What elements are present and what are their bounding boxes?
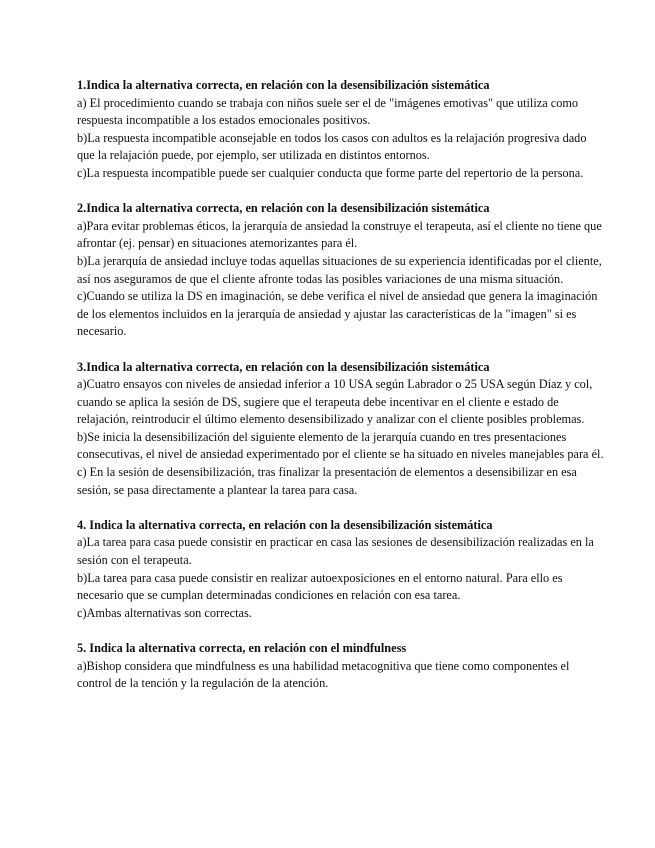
question-title: 2.Indica la alternativa correcta, en relación con la desensibilización sistemática [77, 201, 490, 216]
question-2 [77, 200, 605, 341]
option-c: c)Cuando se utiliza la DS en imaginación, se debe verifica el nivel de ansiedad que genera la imaginación de los elementos incluidos en la jerarquía de ansiedad y ajustar las características de la "imagen" si es necesario. [77, 289, 598, 339]
question-title: 1.Indica la alternativa correcta, en relación con la desensibilización sistemática [77, 78, 490, 92]
question-title: 3.Indica la alternativa correcta, en relación con la desensibilización sistemática [77, 359, 490, 374]
question-3 [77, 359, 605, 500]
question-title: 5. Indica la alternativa correcta, en relación con el mindfulness [77, 641, 407, 655]
option-b: b)La tarea para casa puede consistir en realizar autoexposiciones en el entorno natural. Para ello es necesario que se cumplan determinadas condiciones en relación con esa tarea. [77, 570, 563, 603]
option-b: b)La respuesta incompatible aconsejable en todos los casos con adultos es la relajación progresiva dado que la relajación puede, por ejemplo, ser utilizada en distintos entornos. [77, 130, 587, 163]
option-a: a) El procedimiento cuando se trabaja con niños suele ser el de "imágenes emotivas" que utiliza como respuesta incompatible a los estados emocionales positivos. [77, 95, 579, 128]
option-a: a)Cuatro ensayos con niveles de ansiedad inferior a 10 USA según Labrador o 25 USA según Díaz y col, cuando se aplica la sesión de DS, sugiere que el terapeuta debe incentivar en el cliente e estado de relajación, reintroducir el último elemento desensibilizado y analizar con el cliente posibles problemas. [77, 377, 593, 427]
question-1 [77, 77, 605, 183]
option-c: c)Ambas alternativas son correctas. [77, 605, 252, 620]
option-b: b)La jerarquía de ansiedad incluye todas aquellas situaciones de su experiencia identificadas por el cliente, así nos aseguramos de que el cliente afronte todas las posibles variaciones de una misma situación. [77, 253, 602, 286]
option-c: c)La respuesta incompatible puede ser cualquier conducta que forme parte del repertorio de la persona. [77, 165, 584, 180]
question-title: 4. Indica la alternativa correcta, en relación con la desensibilización sistemática [77, 517, 493, 532]
option-b: b)Se inicia la desensibilización del siguiente elemento de la jerarquía cuando en tres presentaciones consecutivas, el nivel de ansiedad experimentado por el cliente se ha situado en niveles manejables para él. [77, 429, 604, 462]
option-a: a)Para evitar problemas éticos, la jerarquía de ansiedad la construye el terapeuta, así el cliente no tiene que afrontar (ej. pensar) en situaciones atemorizantes para él. [77, 218, 602, 251]
option-a: a)Bishop considera que mindfulness es una habilidad metacognitiva que tiene como componentes el control de la tención y la regulación de la atención. [77, 658, 570, 691]
question-4 [77, 517, 605, 623]
question-5 [77, 640, 605, 693]
option-c: c) En la sesión de desensibilización, tras finalizar la presentación de elementos a desensibilizar en esa sesión, se pasa directamente a plantear la tarea para casa. [77, 465, 577, 497]
option-a: a)La tarea para casa puede consistir en practicar en casa las sesiones de desensibilización realizadas en la sesión con el terapeuta. [77, 535, 594, 568]
